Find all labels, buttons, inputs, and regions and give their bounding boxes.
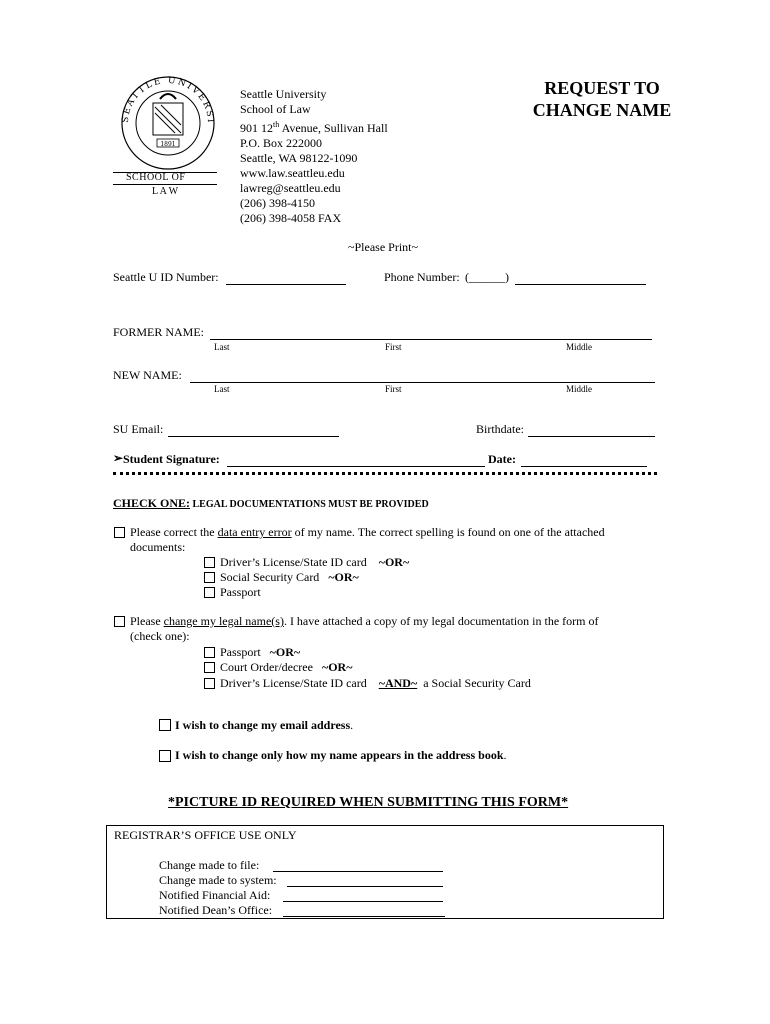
registrar-row: Notified Financial Aid: [159, 888, 271, 902]
address-line: www.law.seattleu.edu [240, 166, 345, 180]
doc2-passport-label: Passport ~OR~ [220, 645, 301, 659]
former-name-label: FORMER NAME: [113, 325, 205, 339]
check-one-heading: CHECK ONE: LEGAL DOCUMENTATIONS MUST BE PROVIDED [113, 496, 429, 510]
signature-arrow-icon: ➢ [113, 451, 124, 465]
address-line: lawreg@seattleu.edu [240, 181, 341, 195]
address-line: P.O. Box 222000 [240, 136, 323, 150]
id-number-field[interactable] [226, 284, 346, 285]
doc-drivers-license-label: Driver’s License/State ID card ~OR~ [220, 555, 410, 569]
option2-text-line2: (check one): [130, 629, 190, 643]
doc-social-security-label: Social Security Card ~OR~ [220, 570, 359, 584]
phone-field[interactable] [515, 284, 646, 285]
id-number-label: Seattle U ID Number: [113, 270, 219, 284]
please-print-note: ~Please Print~ [348, 240, 418, 254]
school-address [240, 87, 388, 226]
doc2-drivers-license-label: Driver’s License/State ID card ~AND~ a Social Security Card [220, 676, 531, 690]
birthdate-label: Birthdate: [476, 422, 524, 436]
registrar-field[interactable] [273, 871, 443, 872]
phone-area-code[interactable]: (______) [465, 270, 509, 284]
address-book-checkbox[interactable] [159, 750, 171, 762]
doc2-court-order-label: Court Order/decree ~OR~ [220, 660, 353, 674]
change-legal-name-checkbox[interactable] [114, 616, 125, 627]
drivers-license-checkbox-2[interactable] [204, 678, 215, 689]
date-label: Date: [488, 452, 516, 466]
registrar-field[interactable] [283, 901, 443, 902]
registrar-row: Notified Dean’s Office: [159, 903, 273, 917]
registrar-field[interactable] [287, 886, 443, 887]
court-order-checkbox[interactable] [204, 662, 215, 673]
new-name-label: NEW NAME: [113, 368, 182, 382]
new-name-field[interactable] [190, 382, 655, 383]
passport-checkbox[interactable] [204, 587, 215, 598]
passport-checkbox-2[interactable] [204, 647, 215, 658]
correct-error-checkbox[interactable] [114, 527, 125, 538]
social-security-checkbox[interactable] [204, 572, 215, 583]
address-line: School of Law [240, 102, 311, 116]
email-field[interactable] [168, 436, 339, 437]
option4-text: I wish to change only how my name appears in the address book. [175, 748, 507, 762]
birthdate-field[interactable] [528, 436, 655, 437]
former-first-label: First [385, 342, 402, 352]
seal-year: 1891 [160, 141, 176, 148]
new-first-label: First [385, 384, 402, 394]
former-name-field[interactable] [210, 339, 652, 340]
logo-rule-2 [113, 184, 217, 185]
seal-icon [113, 73, 223, 173]
new-middle-label: Middle [566, 384, 592, 394]
registrar-row: Change made to system: [159, 873, 277, 887]
phone-label: Phone Number: [384, 270, 460, 284]
email-label: SU Email: [113, 422, 164, 436]
address-line: Seattle University [240, 87, 327, 101]
option3-text: I wish to change my email address. [175, 718, 354, 732]
registrar-heading: REGISTRAR’S OFFICE USE ONLY [114, 828, 297, 842]
signature-field[interactable] [227, 466, 485, 467]
address-line: Seattle, WA 98122-1090 [240, 151, 358, 165]
date-field[interactable] [521, 466, 647, 467]
page-title: REQUEST TO CHANGE NAME [532, 78, 672, 120]
address-line: 901 12th Avenue, Sullivan Hall [240, 120, 388, 135]
separator-rule [113, 472, 657, 478]
registrar-row: Change made to file: [159, 858, 260, 872]
picture-id-notice: *PICTURE ID REQUIRED WHEN SUBMITTING THIS FORM* [168, 795, 569, 810]
registrar-field[interactable] [283, 916, 445, 917]
option2-text: Please change my legal name(s). I have attached a copy of my legal documentation in the form of [130, 614, 599, 628]
change-email-checkbox[interactable] [159, 719, 171, 731]
registrar-use-box [106, 825, 664, 919]
option1-text: Please correct the data entry error of my name. The correct spelling is found on one of the attached [130, 525, 605, 539]
address-line: (206) 398-4150 [240, 196, 315, 210]
seal-text: SEATTLE UNIVERSI [120, 75, 216, 125]
new-last-label: Last [214, 384, 230, 394]
signature-label: Student Signature: [123, 452, 220, 466]
drivers-license-checkbox[interactable] [204, 557, 215, 568]
former-middle-label: Middle [566, 342, 592, 352]
address-line: (206) 398-4058 FAX [240, 211, 342, 225]
option1-text-line2: documents: [130, 540, 186, 554]
logo-subtitle-1: SCHOOL OF [126, 172, 186, 183]
doc-passport-label: Passport [220, 585, 261, 599]
former-last-label: Last [214, 342, 230, 352]
logo-subtitle-2: L A W [152, 186, 179, 197]
